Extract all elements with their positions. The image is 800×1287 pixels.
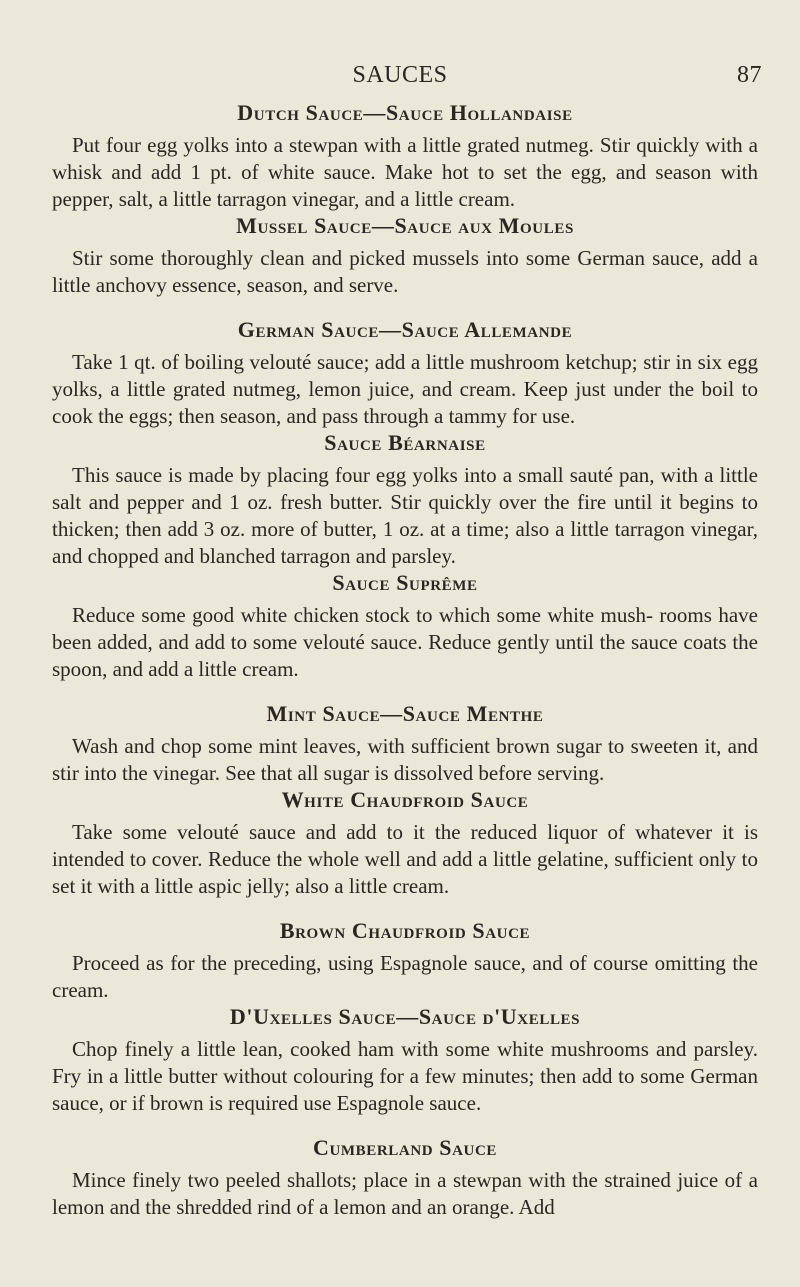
section-text-mussel-sauce: Stir some thoroughly clean and picked mussels into some German sauce, add a little anchovy essence, season, and serve. — [52, 246, 758, 297]
section-text-cumberland-sauce: Mince finely two peeled shallots; place in a stewpan with the strained juice of a lemon and the shredded rind of a lemon and an orange. Add — [52, 1168, 758, 1219]
section-heading-mussel-sauce: Mussel Sauce—Sauce aux Moules — [236, 213, 574, 238]
running-head — [38, 62, 762, 92]
section-heading-brown-chaudfroid: Brown Chaudfroid Sauce — [279, 918, 531, 943]
section-heading-white-chaudfroid: White Chaudfroid Sauce — [281, 787, 529, 812]
page-body — [52, 100, 758, 1221]
section-heading-duxelles-sauce: D'Uxelles Sauce—Sauce d'Uxelles — [229, 1004, 581, 1029]
section-text-sauce-bearnaise: This sauce is made by placing four egg yolks into a small sauté pan, with a little salt and pepper and 1 oz. fresh butter. Stir quickly over the fire until it begins to thicken; then add 3 oz. more of butter, 1 oz. at a time; also a little tarragon vinegar, and chopped and blanched tarragon and parsley. — [52, 463, 758, 568]
section-heading-sauce-supreme: Sauce Suprême — [332, 570, 478, 595]
section-heading-dutch-sauce: Dutch Sauce—Sauce Hollandaise — [237, 100, 573, 125]
section-heading-german-sauce: German Sauce—Sauce Allemande — [237, 317, 573, 342]
section-text-white-chaudfroid: Take some velouté sauce and add to it the reduced liquor of whatever it is intended to cover. Reduce the whole well and add a little gelatine, sufficient only to set it with a little aspic jelly; also a little cream. — [52, 820, 758, 898]
section-heading-sauce-bearnaise: Sauce Béarnaise — [324, 430, 486, 455]
section-text-mint-sauce: Wash and chop some mint leaves, with sufficient brown sugar to sweeten it, and stir into the vinegar. See that all sugar is dissolved before serving. — [52, 734, 758, 785]
section-heading-mint-sauce: Mint Sauce—Sauce Menthe — [266, 701, 544, 726]
section-text-sauce-supreme: Reduce some good white chicken stock to which some white mush- rooms have been added, and add to some velouté sauce. Reduce gently until the sauce coats the spoon, and add a little cream. — [52, 603, 758, 681]
section-text-duxelles-sauce: Chop finely a little lean, cooked ham with some white mushrooms and parsley. Fry in a little butter without colouring for a few minutes; then add to some German sauce, or if brown is required use Espagnole sauce. — [52, 1037, 758, 1115]
section-text-german-sauce: Take 1 qt. of boiling velouté sauce; add a little mushroom ketchup; stir in six egg yolks, a little grated nutmeg, lemon juice, and cream. Keep just under the boil to cook the eggs; then season, and pass through a tammy for use. — [52, 350, 758, 428]
section-text-dutch-sauce: Put four egg yolks into a stewpan with a little grated nutmeg. Stir quickly with a whisk and add 1 pt. of white sauce. Make hot to set the egg, and season with pepper, salt, a little tarragon vinegar, and a little cream. — [52, 133, 758, 211]
page-number: 87 — [737, 62, 762, 88]
running-head-title: SAUCES — [352, 62, 448, 88]
section-heading-cumberland-sauce: Cumberland Sauce — [312, 1135, 498, 1160]
section-text-brown-chaudfroid: Proceed as for the preceding, using Espagnole sauce, and of course omitting the cream. — [52, 951, 758, 1002]
